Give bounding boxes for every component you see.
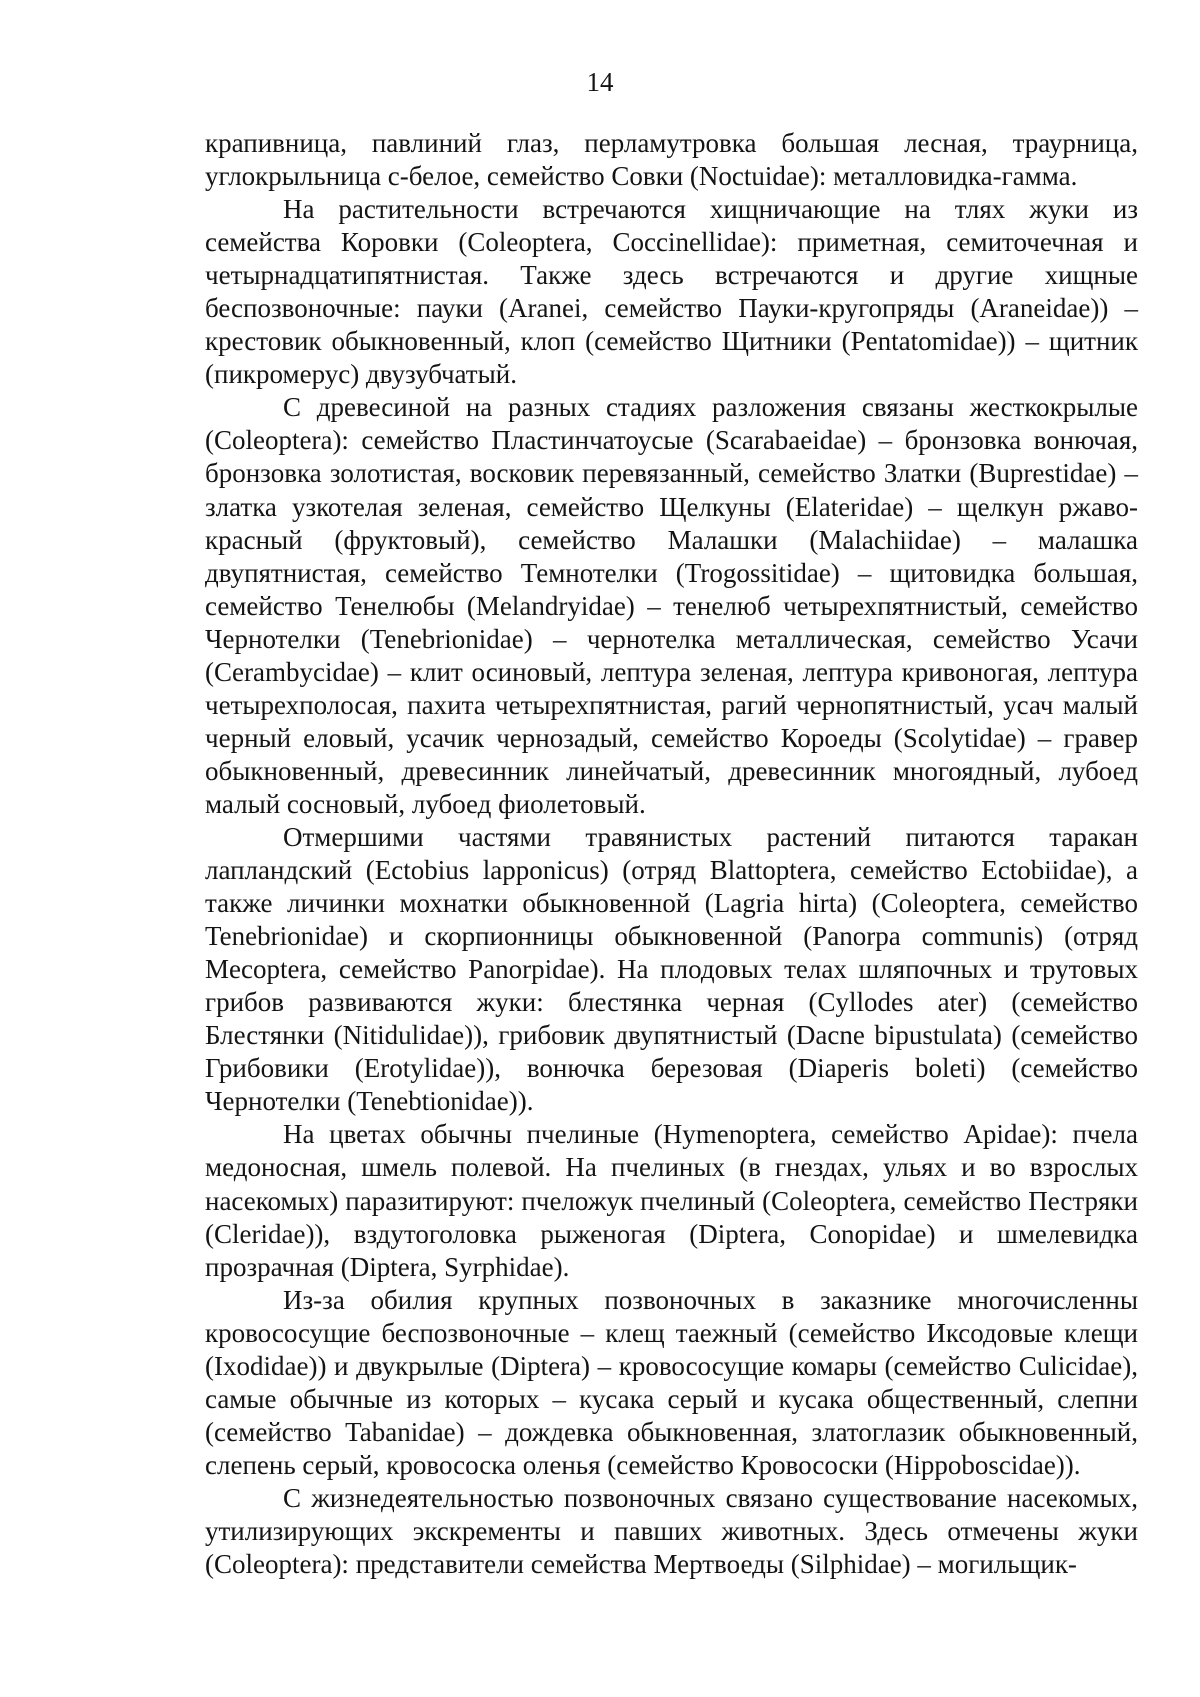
page-number: 14 [586, 67, 614, 97]
paragraph-bees-parasites: На цветах обычны пчелиные (Hymenoptera, семейство Apidae): пчела медоносная, шмель полевой. На пчелиных (в гнездах, ульях и во взрослых насекомых) паразитируют: пчеложук пчелиный (Coleoptera, семейство Пестряки (Cleridae)), вздутоголовка рыженогая (Diptera, Conopidae) и шмелевидка прозрачная (Diptera, Syrphidae). [205, 1119, 1138, 1282]
paragraph-scavengers: С жизнедеятельностью позвоночных связано существование насекомых, утилизирующих экскременты и павших животных. Здесь отмечены жуки (Coleoptera): представители семейства Мертвоеды (Silphidae) – могильщик- [205, 1482, 1138, 1580]
paragraph-predatory-beetles: На растительности встречаются хищничающие на тлях жуки из семейства Коровки (Coleoptera, Coccinellidae): приметная, семиточечная и четырнадцатипятнистая. Также здесь встречаются и другие хищные беспозвоночные: пауки (Aranei, семейство Пауки-кругопряды (Araneidae)) – крестовик обыкновенный, клоп (семейство Щитники (Pentatomidae)) – щитник (пикромерус) двузубчатый. [205, 194, 1138, 390]
paragraph-continuation: крапивница, павлиний глаз, перламутровка большая лесная, траурница, углокрыльница с-белое, семейство Совки (Noctuidae): металловидка-гамма. [205, 128, 1138, 192]
paragraph-plant-debris-fungi: Отмершими частями травянистых растений питаются таракан лапландский (Ectobius lapponicus) (отряд Blattoptera, семейство Ectobiidae), а также личинки мохнатки обыкновенной (Lagria hirta) (Coleoptera, семейство Tenebrionidae) и скорпионницы обыкновенной (Panorpa communis) (отряд Mecoptera, семейство Panorpidae). На плодовых телах шляпочных и трутовых грибов развиваются жуки: блестянка черная (Cyllodes ater) (семейство Блестянки (Nitidulidae)), грибовик двупятнистый (Dacne bipustulata) (семейство Грибовики (Erotylidae)), вонючка березовая (Diaperis boleti) (семейство Чернотелки (Tenebtionidae)). [205, 821, 1138, 1117]
paragraph-wood-beetles: С древесиной на разных стадиях разложения связаны жесткокрылые (Coleoptera): семейство Пластинчатоусые (Scarabaeidae) – бронзовка вонючая, бронзовка золотистая, восковик перевязанный, семейство Златки (Buprestidae) – златка узкотелая зеленая, семейство Щелкуны (Elateridae) – щелкун ржаво-красный (фруктовый), семейство Малашки (Malachiidae) – малашка двупятнистая, семейство Темнотелки (Trogossitidae) – щитовидка большая, семейство Тенелюбы (Melandryidae) – тенелюб четырехпятнистый, семейство Чернотелки (Tenebrionidae) – чернотелка металлическая, семейство Усачи (Cerambycidae) – клит осиновый, лептура зеленая, лептура кривоногая, лептура четырехполосая, пахита четырехпятнистая, рагий чернопятнистый, усач малый черный еловый, усачик чернозадый, семейство Короеды (Scolytidae) – гравер обыкновенный, древесинник линейчатый, древесинник многоядный, лубоед малый сосновый, лубоед фиолетовый. [205, 392, 1138, 819]
body-text [205, 127, 1138, 1581]
paragraph-bloodsucking: Из-за обилия крупных позвоночных в заказнике многочисленны кровососущие беспозвоночные – клещ таежный (семейство Иксодовые клещи (Ixodidae)) и двукрылые (Diptera) – кровососущие комары (семейство Culicidae), самые обычные из которых – кусака серый и кусака общественный, слепни (семейство Tabanidae) – дождевка обыкновенная, златоглазик обыкновенный, слепень серый, кровососка оленья (семейство Кровососки (Hippoboscidae)). [205, 1284, 1138, 1480]
